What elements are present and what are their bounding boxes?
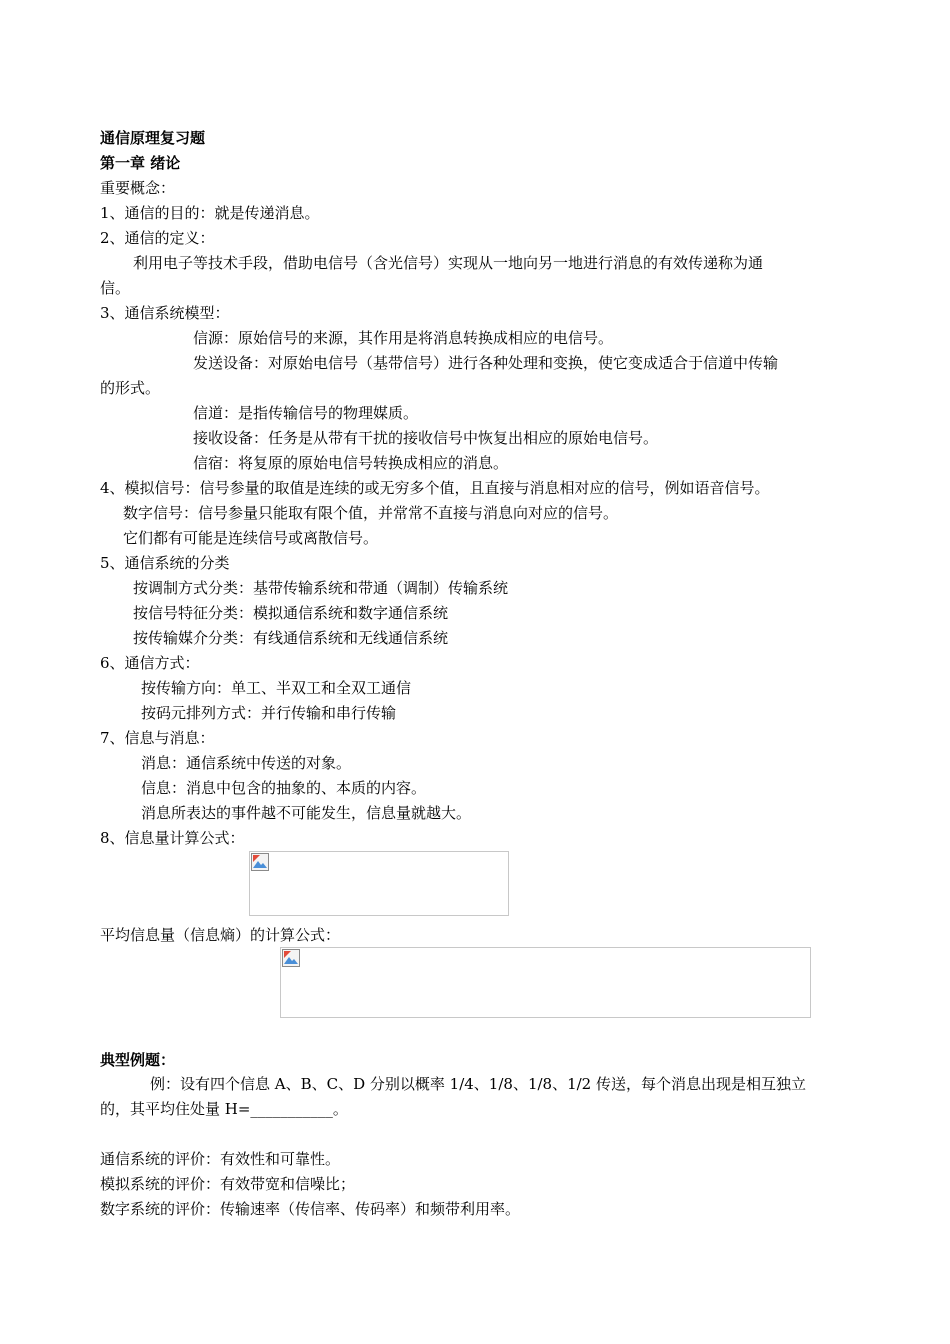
avg-info-label: 平均信息量（信息熵）的计算公式： — [100, 926, 341, 944]
item-6-order: 按码元排列方式：并行传输和串行传输 — [141, 704, 397, 722]
example-text-cont: 的，其平均住处量 H=___________。 — [100, 1100, 348, 1118]
item-4-analog: 4、模拟信号：信号参量的取值是连续的或无穷多个值，且直接与消息相对应的信号，例如语音信号。 — [100, 479, 770, 497]
eval-digital: 数字系统的评价：传输速率（传信率、传码率）和频带利用率。 — [100, 1200, 521, 1218]
item-2-text-cont: 信。 — [100, 279, 131, 297]
item-7-info: 信息：消息中包含的抽象的、本质的内容。 — [141, 779, 427, 797]
item-3-receiver: 接收设备：任务是从带有干扰的接收信号中恢复出相应的原始电信号。 — [193, 429, 659, 447]
example-heading: 典型例题： — [100, 1051, 176, 1069]
concepts-heading: 重要概念： — [100, 179, 176, 197]
item-3-transmitter: 发送设备：对原始电信号（基带信号）进行各种处理和变换，使它变成适合于信道中传输 — [193, 354, 779, 372]
item-3-sink: 信宿：将复原的原始电信号转换成相应的消息。 — [193, 454, 509, 472]
item-3-transmitter-cont: 的形式。 — [100, 379, 161, 397]
item-7-note: 消息所表达的事件越不可能发生，信息量就越大。 — [141, 804, 472, 822]
item-4-note: 它们都有可能是连续信号或离散信号。 — [123, 529, 379, 547]
broken-image-icon — [251, 853, 269, 871]
item-2-text: 利用电子等技术手段，借助电信号（含光信号）实现从一地向另一地进行消息的有效传递称为通 — [133, 254, 764, 272]
eval-comm: 通信系统的评价：有效性和可靠性。 — [100, 1150, 341, 1168]
chapter-heading: 第一章 绪论 — [100, 154, 181, 172]
item-7-message: 消息：通信系统中传送的对象。 — [141, 754, 352, 772]
item-6-direction: 按传输方向：单工、半双工和全双工通信 — [141, 679, 412, 697]
item-5-media: 按传输媒介分类：有线通信系统和无线通信系统 — [133, 629, 449, 647]
item-3-channel: 信道：是指传输信号的物理媒质。 — [193, 404, 419, 422]
formula-image-entropy — [280, 947, 811, 1018]
item-5: 5、通信系统的分类 — [100, 554, 230, 572]
item-4-digital: 数字信号：信号参量只能取有限个值，并常常不直接与消息向对应的信号。 — [123, 504, 619, 522]
item-5-signal: 按信号特征分类：模拟通信系统和数字通信系统 — [133, 604, 449, 622]
formula-image-info — [249, 851, 509, 916]
item-3: 3、通信系统模型： — [100, 304, 230, 322]
item-2: 2、通信的定义： — [100, 229, 215, 247]
item-8: 8、信息量计算公式： — [100, 829, 245, 847]
item-7: 7、信息与消息： — [100, 729, 215, 747]
item-5-modulation: 按调制方式分类：基带传输系统和带通（调制）传输系统 — [133, 579, 509, 597]
broken-image-icon — [282, 949, 300, 967]
item-3-source: 信源：原始信号的来源，其作用是将消息转换成相应的电信号。 — [193, 329, 614, 347]
doc-title: 通信原理复习题 — [100, 129, 206, 147]
item-6: 6、通信方式： — [100, 654, 200, 672]
example-text: 例：设有四个信息 A、B、C、D 分别以概率 1/4、1/8、1/8、1/2 传送，每个消息出现是相互独立 — [150, 1075, 806, 1093]
item-1: 1、通信的目的：就是传递消息。 — [100, 204, 320, 222]
eval-analog: 模拟系统的评价：有效带宽和信噪比； — [100, 1175, 356, 1193]
